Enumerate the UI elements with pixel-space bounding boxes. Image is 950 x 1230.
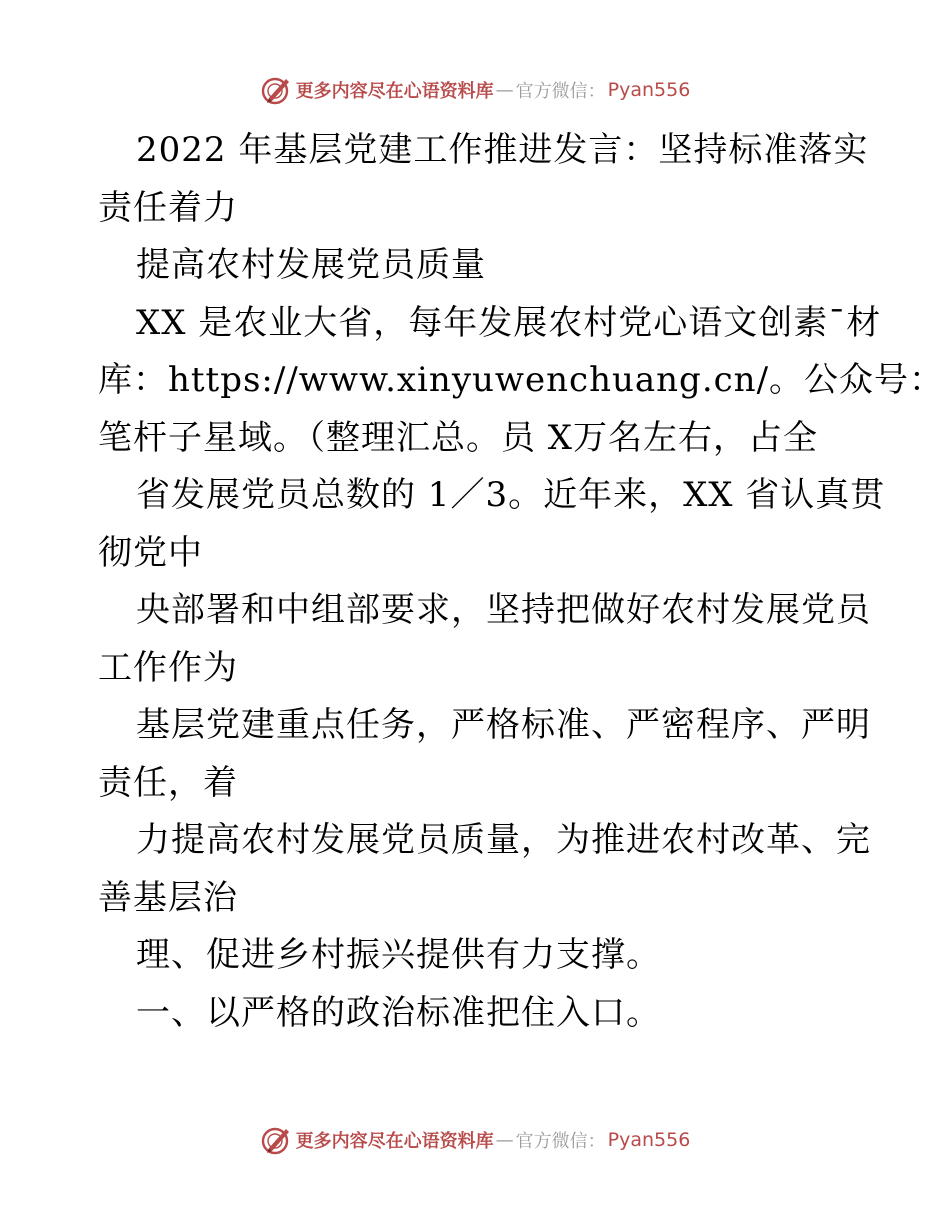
text-line: 笔杆子星域。（整理汇总。员 X万名左右，占全 bbox=[98, 417, 819, 458]
banner-dash: — bbox=[495, 79, 514, 101]
banner-main-text: 更多内容尽在心语资料库 bbox=[295, 81, 494, 102]
pen-circle-logo-icon bbox=[260, 74, 292, 106]
banner-official-label: 官方微信： bbox=[515, 1131, 606, 1152]
text-line: 基层党建重点任务，严格标准、严密程序、严明 bbox=[136, 705, 871, 745]
text-line: 理、促进乡村振兴提供有力支撑。 bbox=[136, 935, 661, 975]
text-line: 责任，着 bbox=[98, 762, 238, 803]
text-line: 彻党中 bbox=[98, 532, 203, 573]
text-line: 库：https://www.xinyuwenchuang.cn/。公众号： bbox=[98, 360, 945, 400]
text-line: 善基层治 bbox=[98, 877, 238, 918]
pen-circle-logo-icon bbox=[260, 1124, 292, 1156]
footer-watermark bbox=[0, 1120, 950, 1160]
banner-dash: — bbox=[495, 1129, 514, 1151]
header-watermark bbox=[0, 70, 950, 110]
text-line: 力提高农村发展党员质量，为推进农村改革、完 bbox=[136, 820, 871, 860]
banner-handle: Pyan556 bbox=[607, 79, 691, 101]
text-line: 一、以严格的政治标准把住入口。 bbox=[136, 992, 661, 1033]
banner-official-label: 官方微信： bbox=[515, 81, 606, 102]
text-line: 工作作为 bbox=[98, 647, 238, 688]
banner-main-text: 更多内容尽在心语资料库 bbox=[295, 1131, 494, 1152]
text-line: 省发展党员总数的 1／3。近年来，XX 省认真贯 bbox=[136, 475, 886, 515]
banner-handle: Pyan556 bbox=[607, 1129, 691, 1151]
text-line: XX 是农业大省，每年发展农村党心语文创素¯材 bbox=[136, 302, 882, 343]
text-line: 2022 年基层党建工作推进发言：坚持标准落实 bbox=[136, 130, 869, 170]
text-line: 央部署和中组部要求，坚持把做好农村发展党员 bbox=[136, 590, 871, 630]
document-body bbox=[98, 122, 945, 1042]
text-line: 提高农村发展党员质量 bbox=[136, 245, 486, 285]
text-line: 责任着力 bbox=[98, 187, 238, 228]
